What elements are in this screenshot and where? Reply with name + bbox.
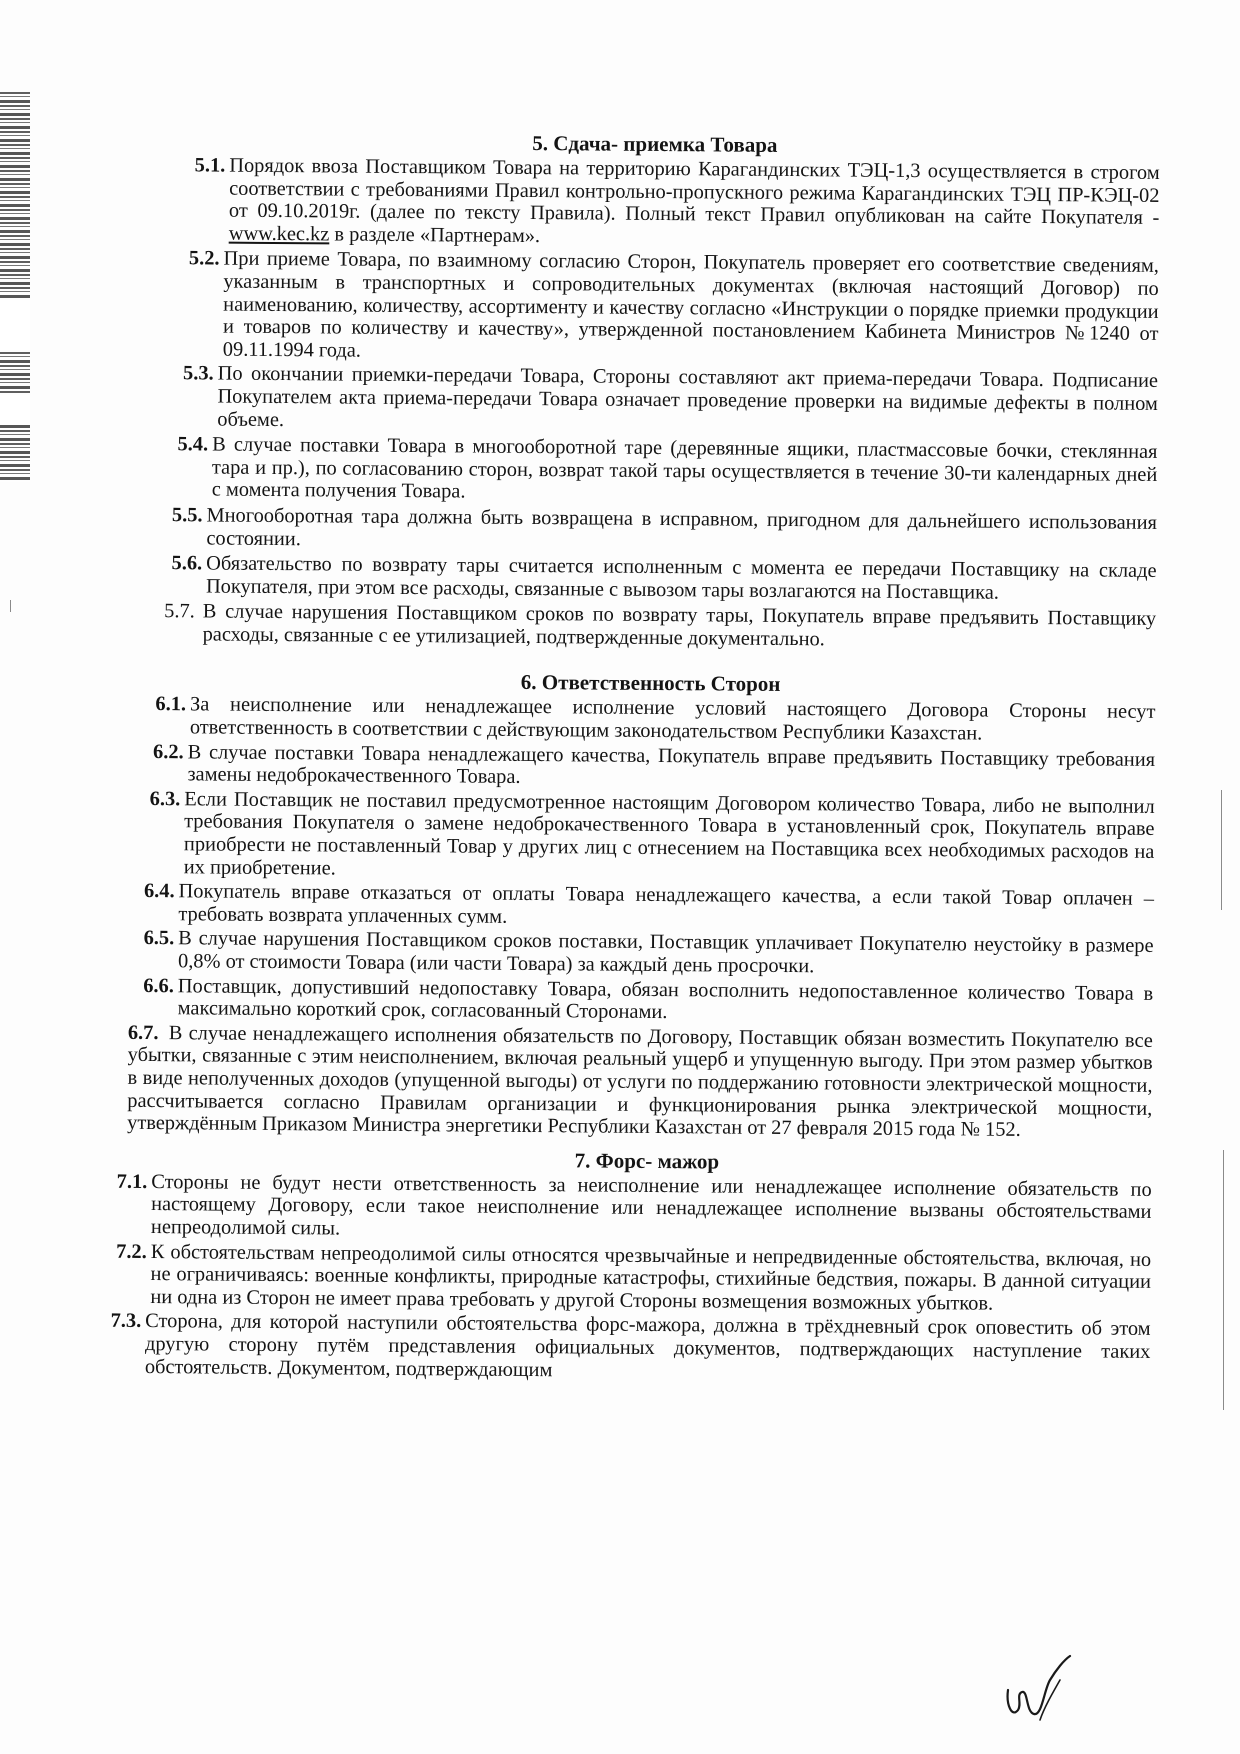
clause-text: В случае ненадлежащего исполнения обязательств по Договору, Поставщик обязан возместить Покупателю все убытки, связанные с этим неисполнением, включая реальный ущерб и упущенную выгоду. При этом размер убытков в виде неполученных доходов (упущенной выгоды) от услуги по поддержанию готовности электрической мощности, рассчитывается согласно Правилам организации и функционирования рынка электрической мощности, утверждённым Приказом Министра энергетики Республики Казахстан от 27 февраля 2015 года № 152. <box>127 1021 1153 1142</box>
clause-6-6 <box>143 975 1153 1028</box>
clause-number: 7.2. <box>116 1240 147 1263</box>
clause-number: 5.7. <box>164 600 195 623</box>
clause-5-1 <box>194 154 1160 252</box>
clause-5-5 <box>172 504 1157 557</box>
clause-number: 6.4. <box>143 880 175 903</box>
clause-7-1 <box>116 1171 1152 1247</box>
website-link[interactable]: www.kec.kz <box>228 222 330 246</box>
clause-number: 7.1. <box>116 1170 148 1193</box>
clause-number: 5.3. <box>182 362 214 385</box>
clause-text: В случае нарушения Поставщиком сроков поставки, Поставщик уплачивает Покупателю неустойку в размере 0,8% от стоимости Товара (или части Товара) за каждый день просрочки. <box>177 927 1154 978</box>
clause-text <box>229 155 1160 253</box>
clause-tail: в разделе «Партнерам». <box>334 223 541 247</box>
clause-text: Поставщик, допустивший недопоставку Товара, обязан восполнить недопоставленное количество Товара в максимально короткий срок, согласованный Сторонами. <box>177 974 1154 1024</box>
section-5 <box>146 128 1160 653</box>
clause-number: 5.2. <box>188 247 220 270</box>
clause-6-2 <box>153 741 1155 794</box>
clause-number: 7.3. <box>110 1310 142 1333</box>
clause-6-3 <box>149 788 1155 886</box>
clause-number: 5.6. <box>171 552 203 575</box>
clause-number: 6.6. <box>143 974 174 997</box>
section-heading: 6. Ответственность Сторон <box>520 670 781 697</box>
clause-7-3 <box>110 1310 1151 1386</box>
clause-5-7 <box>164 600 1156 653</box>
clause-6-5 <box>143 927 1153 980</box>
clause-text: В случае поставки Товара в многооборотной таре (деревянные ящики, пластмассовые бочки, стеклянная тара и пр.), по согласованию сторон, возврат такой тары осуществляется в течение 30-ти календарных дней с момента получения Товара. <box>211 433 1158 503</box>
scan-edge-mark <box>1221 790 1222 910</box>
clause-number: 5.4. <box>177 433 209 456</box>
scan-edge-mark <box>1223 1150 1224 1410</box>
clause-5-4 <box>177 433 1158 508</box>
scan-edge-mark <box>10 600 11 612</box>
clause-text: За неисполнение или ненадлежащее исполнение условий настоящего Договора Стороны несут ответственность в соответствии с действующим законодательством Республики Казахстан. <box>189 693 1156 745</box>
clause-6-1 <box>155 694 1155 747</box>
clause-number: 6.5. <box>143 927 175 950</box>
section-6 <box>127 667 1156 1142</box>
clause-number: 6.1. <box>155 693 187 716</box>
clause-text: Стороны не будут нести ответственность за неисполнение или ненадлежащее исполнение обязательств по настоящему Договору, если такое неисполнение или ненадлежащее исполнение вызваны обстоятельствами непреодолимой силы. <box>150 1170 1152 1240</box>
clause-text: Многооборотная тара должна быть возвращена в исправном, пригодном для дальнейшего использования состоянии. <box>206 504 1158 550</box>
clause-text: Сторона, для которой наступили обстоятельства форс-мажора, должна в трёхдневный срок оповестить об этом другую сторону путём представления официальных документов, подтверждающих наступление таких обстоятельств. Документом, подтверждающим <box>144 1310 1151 1381</box>
clause-7-2 <box>116 1240 1152 1316</box>
clause-text: К обстоятельствам непреодолимой силы относятся чрезвычайные и непредвиденные обстоятельства, включая, но не ограничиваясь: военные конфликты, природные катастрофы, стихийные бедствия, пожары. В данной ситуации ни одна из Сторон не имеет права требовать у другой Стороны возмещения возможных убытков. <box>150 1240 1152 1315</box>
clause-6-7 <box>127 1022 1153 1143</box>
clause-5-2 <box>188 248 1159 369</box>
section-heading: 7. Форс- мажор <box>574 1148 720 1174</box>
clause-5-3 <box>183 363 1159 438</box>
signature-mark <box>1000 1650 1080 1730</box>
clause-6-4 <box>144 880 1154 933</box>
document-body <box>110 128 1160 1386</box>
clause-text: Обязательство по возврату тары считается исполненным с момента ее передачи Поставщику на складе Покупателя, при этом все расходы, связанные с вывозом тары возлагаются на Поставщика. <box>205 552 1157 604</box>
clause-text: При приеме Товара, по взаимному согласию Сторон, Покупатель проверяет его соответствие сведениям, указанным в транспортных и сопроводительных документах (включая настоящий Договор) по наименованию, количеству, ассортименту и качеству согласно «Инструкции о порядке приемки продукции и товаров по количеству и качеству», утвержденной постановлением Кабинета Министров №1240 от 09.11.1994 года. <box>222 247 1160 362</box>
section-heading: 5. Сдача- приемка Товара <box>532 131 778 157</box>
clause-number: 5.1. <box>194 154 226 177</box>
clause-number: 5.5. <box>171 504 203 527</box>
clause-number: 6.7. <box>127 1021 159 1044</box>
clause-number: 6.3. <box>149 787 181 811</box>
clause-text: Если Поставщик не поставил предусмотренное настоящим Договором количество Товара, либо не выполнил требования Покупателя о замене недоброкачественного Товара в установленный срок, Покупатель вправе приобрести не поставленный Товар у других лиц с отнесением на Поставщика всех необходимых расходов на их приобретение. <box>183 788 1155 880</box>
clause-text: Покупатель вправе отказаться от оплаты Товара ненадлежащего качества, а если такой Товар оплачен – требовать возврата уплаченных сумм. <box>178 880 1155 928</box>
barcode-gap <box>0 395 30 425</box>
section-7 <box>110 1145 1152 1386</box>
clause-5-6 <box>171 552 1156 605</box>
barcode-gap <box>0 300 30 350</box>
clause-text: По окончании приемки-передачи Товара, Стороны составляют акт приема-передачи Товара. Подписание Покупателем акта приема-передачи Товара означает проведение проверки на видимые дефекты в полном объеме. <box>217 362 1159 431</box>
clause-number: 6.2. <box>153 740 184 763</box>
clause-body: Порядок ввоза Поставщиком Товара на территорию Карагандинских ТЭЦ-1,3 осуществляется в строгом соответствии с требованиями Правил контрольно-пропускного режима Карагандинских ТЭЦ ПР-КЭЦ-02 от 09.10.2019г. (далее по тексту Правила). Полный текст Правил опубликован на сайте Покупателя - <box>228 154 1160 230</box>
clause-text: В случае нарушения Поставщиком сроков по возврату тары, Покупатель вправе предъявить Поставщику расходы, связанные с ее утилизацией, подтвержденные документально. <box>202 600 1157 651</box>
clause-text: В случае поставки Товара ненадлежащего качества, Покупатель вправе предъявить Поставщику требования замены недоброкачественного Товара. <box>187 740 1156 789</box>
